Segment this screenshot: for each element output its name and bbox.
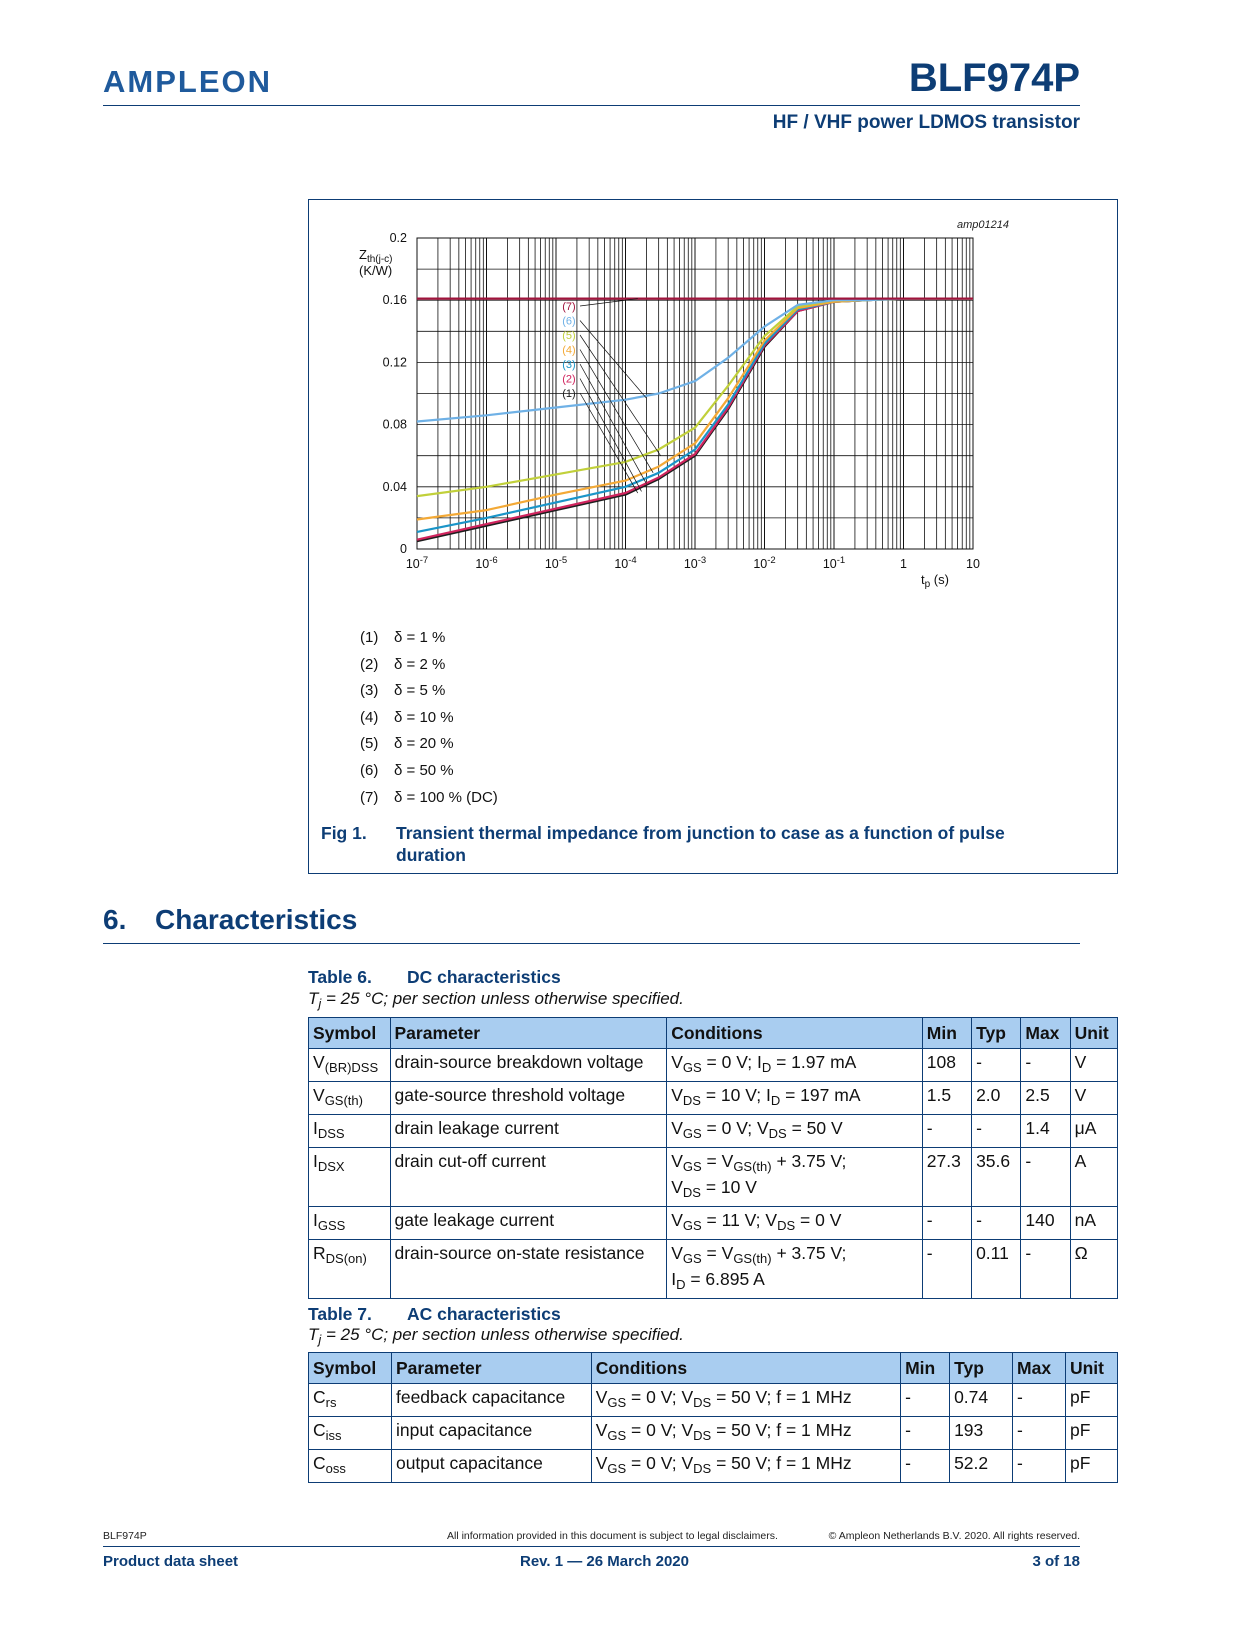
legend-label: δ = 20 %: [394, 735, 454, 753]
conditions-cell: $V_{GS} = 11$ V; $V_{DS} = 0$ V: [667, 1207, 923, 1240]
curve-label: (5): [562, 330, 576, 342]
section-divider: [103, 943, 1080, 944]
legend-item: [360, 709, 498, 736]
parameter-cell: drain cut-off current: [390, 1148, 667, 1207]
parameter-cell: drain leakage current: [390, 1115, 667, 1148]
parameter-cell: input capacitance: [391, 1417, 591, 1450]
symbol-cell: $R_{DS(on)}$: [309, 1240, 391, 1299]
table-header-cell: Min: [922, 1018, 971, 1049]
footer-disclaimer: All information provided in this document is subject to legal disclaimers.: [447, 1530, 778, 1542]
legend-label: δ = 1 %: [394, 629, 446, 646]
footer-doc-id: BLF974P: [103, 1530, 147, 1542]
footer-divider: [103, 1546, 1080, 1547]
unit-cell: pF: [1065, 1450, 1117, 1483]
legend-label: δ = 100 % (DC): [394, 788, 498, 806]
typ-cell: -: [972, 1049, 1021, 1082]
caption-line-1: Transient thermal impedance from junction to case as a function of pulse: [396, 823, 1005, 843]
header-divider: [103, 105, 1080, 106]
legend-label: δ = 2 %: [394, 655, 446, 673]
x-tick-label: $10^{-3}$: [683, 555, 707, 571]
legend-item: [360, 656, 498, 683]
section-title: Characteristics: [155, 904, 358, 935]
x-tick-label: 10: [966, 557, 980, 571]
y-tick-label: 0.2: [389, 231, 407, 245]
table-header-cell: Symbol: [309, 1353, 392, 1384]
min-cell: -: [901, 1384, 950, 1417]
conditions-cell: $V_{GS} = 0$ V; $V_{DS} = 50$ V; f = 1 MHz: [591, 1450, 900, 1483]
parameter-cell: output capacitance: [391, 1450, 591, 1483]
max-cell: -: [1021, 1148, 1070, 1207]
table-header-cell: Typ: [972, 1018, 1021, 1049]
max-cell: -: [1013, 1450, 1066, 1483]
figure-caption-text: [396, 822, 1005, 866]
table-row: [309, 1207, 1118, 1240]
unit-cell: V: [1070, 1082, 1117, 1115]
table-header-cell: Conditions: [667, 1018, 923, 1049]
min-cell: -: [922, 1115, 971, 1148]
x-tick-label: $10^{-6}$: [475, 555, 498, 571]
legend-number: (2): [360, 655, 379, 673]
table-header-cell: Parameter: [390, 1018, 667, 1049]
x-tick-label: $10^{-5}$: [544, 555, 568, 571]
unit-cell: V: [1070, 1049, 1117, 1082]
table-header-cell: Typ: [950, 1353, 1013, 1384]
table-header-cell: Max: [1021, 1018, 1070, 1049]
legend-number: (6): [360, 761, 379, 779]
thermal-impedance-chart: [309, 200, 1117, 620]
conditions-cell: $V_{GS} = 0$ V; $V_{DS} = 50$ V: [667, 1115, 923, 1148]
y-axis-label: $Z_{th(j-c)}$: [359, 247, 393, 265]
unit-cell: pF: [1065, 1384, 1117, 1417]
section-number: 6.: [103, 904, 127, 935]
section-heading: [103, 904, 357, 936]
max-cell: -: [1013, 1384, 1066, 1417]
typ-cell: 52.2: [950, 1450, 1013, 1483]
max-cell: -: [1013, 1417, 1066, 1450]
x-tick-label: $10^{-7}$: [405, 555, 429, 571]
table7-name: AC characteristics: [407, 1304, 561, 1324]
conditions-cell: $V_{GS} = V_{GS(th)} + 3.75$ V; $I_D = 6.895$ A: [667, 1240, 923, 1299]
typ-cell: -: [972, 1207, 1021, 1240]
curve-label: (1): [562, 388, 576, 400]
min-cell: 27.3: [922, 1148, 971, 1207]
legend-item: [360, 682, 498, 709]
legend-number: (7): [360, 788, 379, 806]
legend-label: δ = 5 %: [394, 682, 446, 700]
typ-cell: 0.11: [972, 1240, 1021, 1299]
typ-cell: -: [972, 1115, 1021, 1148]
figure-legend: [360, 629, 498, 815]
legend-item: [360, 789, 498, 816]
y-tick-label: 0.04: [382, 479, 407, 494]
unit-cell: nA: [1070, 1207, 1117, 1240]
table-header-cell: Parameter: [391, 1353, 591, 1384]
max-cell: 140: [1021, 1207, 1070, 1240]
table-row: [309, 1417, 1118, 1450]
conditions-cell: $V_{GS} = 0$ V; $I_D = 1.97$ mA: [667, 1049, 923, 1082]
legend-item: [360, 629, 498, 656]
table7-note: $T_j = 25$ °C; per section unless otherwise specified.: [308, 1325, 684, 1347]
symbol-cell: $V_{(BR)DSS}$: [309, 1049, 391, 1082]
curve-label: (2): [562, 373, 576, 386]
symbol-cell: $C_{iss}$: [309, 1417, 392, 1450]
table-row: [309, 1240, 1118, 1299]
min-cell: -: [901, 1417, 950, 1450]
conditions-cell: $V_{GS} = 0$ V; $V_{DS} = 50$ V; f = 1 MHz: [591, 1417, 900, 1450]
table-header-row: [309, 1018, 1118, 1049]
document-title: BLF974P: [908, 56, 1080, 100]
x-tick-label: $10^{-2}$: [753, 555, 776, 571]
parameter-cell: drain-source on-state resistance: [390, 1240, 667, 1299]
table-row: [309, 1148, 1118, 1207]
parameter-cell: gate leakage current: [390, 1207, 667, 1240]
table6-name: DC characteristics: [407, 967, 561, 987]
symbol-cell: $C_{oss}$: [309, 1450, 392, 1483]
curve-label: (7): [562, 301, 576, 313]
symbol-cell: $C_{rs}$: [309, 1384, 392, 1417]
ac-characteristics-table: [308, 1352, 1118, 1483]
table-row: [309, 1115, 1118, 1148]
table-row: [309, 1450, 1118, 1483]
table-header-cell: Max: [1013, 1353, 1066, 1384]
table-header-row: [309, 1353, 1118, 1384]
x-axis-label: $t_p$ (s): [921, 572, 949, 590]
legend-number: (4): [360, 708, 379, 726]
legend-number: (5): [360, 735, 379, 753]
unit-cell: pF: [1065, 1417, 1117, 1450]
min-cell: -: [922, 1207, 971, 1240]
table-header-cell: Unit: [1070, 1018, 1117, 1049]
figure-id: amp01214: [957, 219, 1009, 231]
max-cell: 2.5: [1021, 1082, 1070, 1115]
y-tick-label: 0.08: [382, 417, 407, 432]
table-header-cell: Symbol: [309, 1018, 391, 1049]
typ-cell: 35.6: [972, 1148, 1021, 1207]
conditions-cell: $V_{GS} = 0$ V; $V_{DS} = 50$ V; f = 1 MHz: [591, 1384, 900, 1417]
figure-1: [308, 199, 1118, 874]
max-cell: -: [1021, 1240, 1070, 1299]
x-tick-label: $10^{-4}$: [614, 555, 637, 571]
legend-item: [360, 762, 498, 789]
table-row: [309, 1384, 1118, 1417]
max-cell: -: [1021, 1049, 1070, 1082]
typ-cell: 0.74: [950, 1384, 1013, 1417]
footer-copyright: © Ampleon Netherlands B.V. 2020. All rights reserved.: [828, 1530, 1080, 1542]
footer-revision: Rev. 1 — 26 March 2020: [520, 1553, 689, 1570]
legend-number: (1): [360, 629, 379, 646]
figure-number: Fig 1.: [321, 823, 367, 843]
table-header-cell: Unit: [1065, 1353, 1117, 1384]
y-axis-unit: (K/W): [359, 263, 393, 278]
legend-label: δ = 50 %: [394, 761, 454, 779]
symbol-cell: $I_{GSS}$: [309, 1207, 391, 1240]
y-tick-label: 0: [400, 542, 407, 556]
unit-cell: μA: [1070, 1115, 1117, 1148]
max-cell: 1.4: [1021, 1115, 1070, 1148]
min-cell: -: [922, 1240, 971, 1299]
table7-number: Table 7.: [308, 1304, 372, 1324]
table-row: [309, 1049, 1118, 1082]
parameter-cell: drain-source breakdown voltage: [390, 1049, 667, 1082]
table-header-cell: Conditions: [591, 1353, 900, 1384]
curve-label: (6): [562, 315, 576, 328]
dc-characteristics-table: [308, 1017, 1118, 1299]
footer-doc-type: Product data sheet: [103, 1553, 239, 1570]
table-header-cell: Min: [901, 1353, 950, 1384]
x-tick-label: $10^{-1}$: [822, 555, 846, 571]
symbol-cell: $V_{GS(th)}$: [309, 1082, 391, 1115]
legend-item: [360, 735, 498, 762]
unit-cell: A: [1070, 1148, 1117, 1207]
caption-line-2: duration: [396, 845, 466, 865]
min-cell: 108: [922, 1049, 971, 1082]
conditions-cell: $V_{GS} = V_{GS(th)} + 3.75$ V; $V_{DS} = 10$ V: [667, 1148, 923, 1207]
parameter-cell: feedback capacitance: [391, 1384, 591, 1417]
min-cell: 1.5: [922, 1082, 971, 1115]
legend-number: (3): [360, 682, 379, 700]
curve-label: (3): [562, 359, 576, 371]
ampleon-logo: AMPLEON: [103, 64, 272, 99]
x-tick-label: 1: [900, 557, 907, 571]
typ-cell: 2.0: [972, 1082, 1021, 1115]
table7-title: [308, 1304, 561, 1325]
y-tick-label: 0.16: [382, 293, 407, 308]
figure-caption: [321, 822, 1091, 866]
curve-label: (4): [562, 344, 576, 357]
table6-title: [308, 967, 561, 988]
y-tick-label: 0.12: [382, 355, 407, 370]
document-subtitle: HF / VHF power LDMOS transistor: [772, 112, 1080, 133]
conditions-cell: $V_{DS} = 10$ V; $I_D = 197$ mA: [667, 1082, 923, 1115]
legend-label: δ = 10 %: [394, 708, 454, 726]
parameter-cell: gate-source threshold voltage: [390, 1082, 667, 1115]
table6-number: Table 6.: [308, 967, 372, 987]
symbol-cell: $I_{DSX}$: [309, 1148, 391, 1207]
table-row: [309, 1082, 1118, 1115]
unit-cell: Ω: [1070, 1240, 1117, 1299]
min-cell: -: [901, 1450, 950, 1483]
table6-note: $T_j = 25$ °C; per section unless otherwise specified.: [308, 989, 684, 1011]
typ-cell: 193: [950, 1417, 1013, 1450]
footer-page-number: 3 of 18: [1032, 1553, 1080, 1570]
symbol-cell: $I_{DSS}$: [309, 1115, 391, 1148]
